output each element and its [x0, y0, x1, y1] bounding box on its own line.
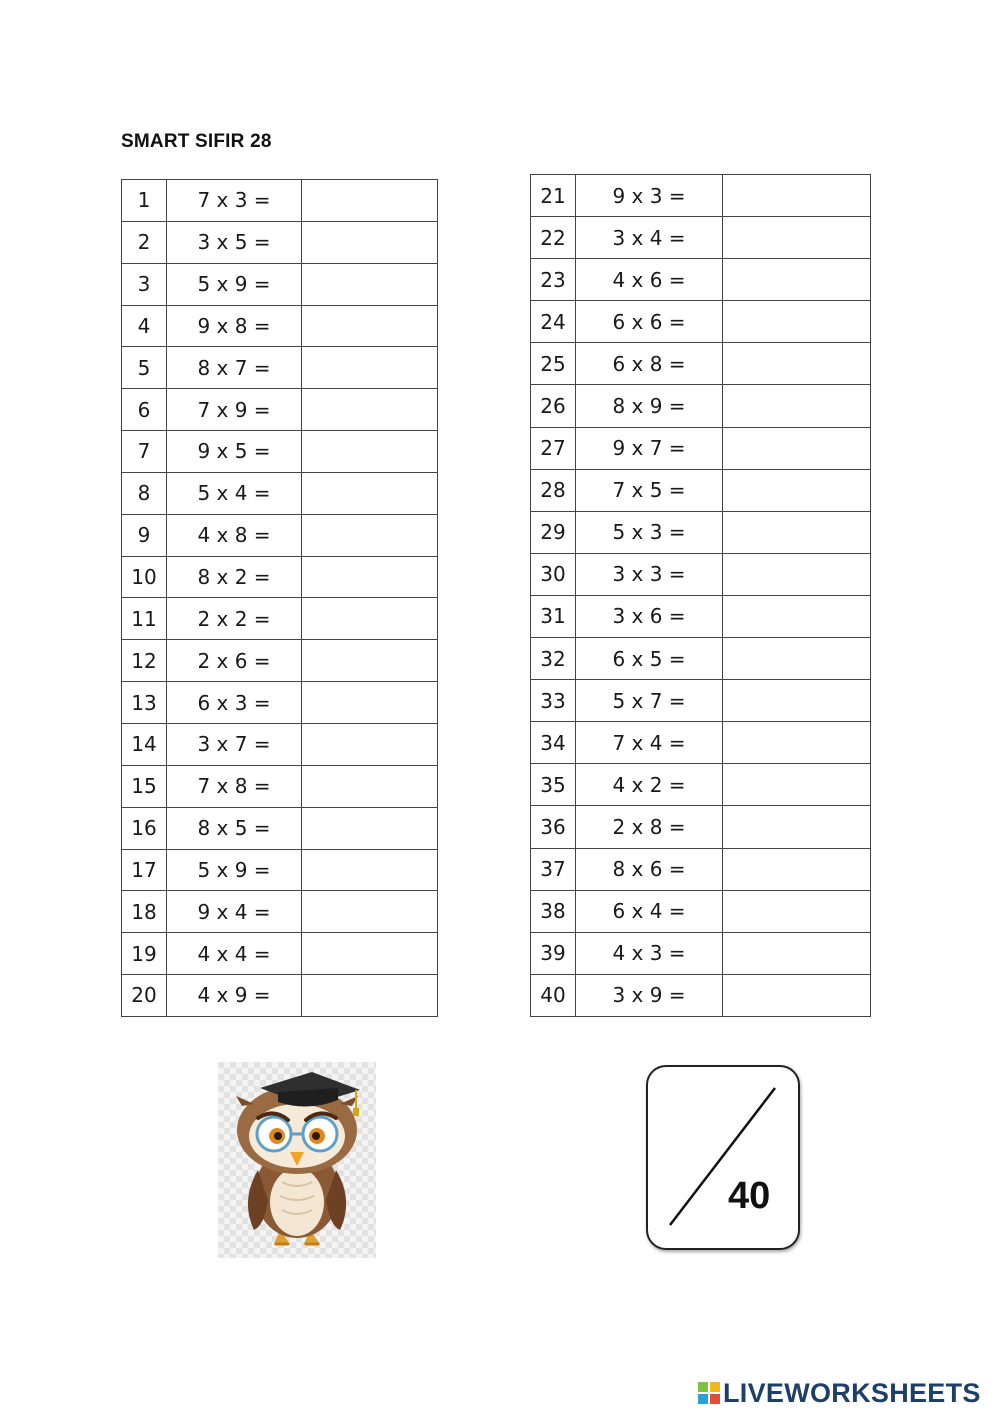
- multiplication-expression: 7 x 5 =: [576, 469, 723, 511]
- answer-field[interactable]: [723, 175, 871, 217]
- question-row: [531, 511, 871, 553]
- multiplication-expression: 5 x 4 =: [167, 472, 302, 514]
- answer-field[interactable]: [302, 723, 438, 765]
- question-row: [122, 180, 438, 222]
- multiplication-expression: 8 x 2 =: [167, 556, 302, 598]
- multiplication-expression: 8 x 7 =: [167, 347, 302, 389]
- multiplication-expression: 9 x 8 =: [167, 305, 302, 347]
- score-total: 40: [728, 1175, 771, 1217]
- multiplication-expression: 2 x 8 =: [576, 806, 723, 848]
- multiplication-expression: 6 x 5 =: [576, 638, 723, 680]
- multiplication-expression: 9 x 3 =: [576, 175, 723, 217]
- multiplication-expression: 5 x 9 =: [167, 263, 302, 305]
- question-row: [122, 263, 438, 305]
- question-row: [122, 598, 438, 640]
- answer-field[interactable]: [302, 765, 438, 807]
- question-row: [531, 638, 871, 680]
- answer-field[interactable]: [302, 891, 438, 933]
- multiplication-expression: 2 x 6 =: [167, 640, 302, 682]
- question-number: 9: [122, 514, 167, 556]
- question-table-right: [530, 174, 871, 1017]
- question-row: [531, 722, 871, 764]
- question-row: [531, 974, 871, 1016]
- multiplication-expression: 4 x 2 =: [576, 764, 723, 806]
- question-number: 4: [122, 305, 167, 347]
- question-row: [531, 343, 871, 385]
- multiplication-expression: 3 x 4 =: [576, 217, 723, 259]
- question-row: [122, 431, 438, 473]
- question-row: [122, 556, 438, 598]
- owl-graduate-image: [218, 1062, 376, 1258]
- question-number: 2: [122, 221, 167, 263]
- answer-field[interactable]: [302, 221, 438, 263]
- answer-field[interactable]: [723, 974, 871, 1016]
- question-row: [122, 305, 438, 347]
- question-number: 18: [122, 891, 167, 933]
- question-number: 27: [531, 427, 576, 469]
- answer-field[interactable]: [302, 849, 438, 891]
- question-number: 38: [531, 890, 576, 932]
- answer-field[interactable]: [723, 427, 871, 469]
- multiplication-expression: 6 x 6 =: [576, 301, 723, 343]
- answer-field[interactable]: [723, 595, 871, 637]
- question-number: 11: [122, 598, 167, 640]
- question-row: [122, 640, 438, 682]
- question-row: [122, 765, 438, 807]
- answer-field[interactable]: [723, 848, 871, 890]
- question-row: [531, 469, 871, 511]
- question-number: 28: [531, 469, 576, 511]
- multiplication-expression: 3 x 7 =: [167, 723, 302, 765]
- answer-field[interactable]: [302, 975, 438, 1017]
- answer-field[interactable]: [723, 722, 871, 764]
- question-row: [122, 975, 438, 1017]
- answer-field[interactable]: [302, 472, 438, 514]
- answer-field[interactable]: [723, 764, 871, 806]
- question-number: 6: [122, 389, 167, 431]
- multiplication-expression: 3 x 6 =: [576, 595, 723, 637]
- answer-field[interactable]: [302, 431, 438, 473]
- question-number: 5: [122, 347, 167, 389]
- multiplication-expression: 2 x 2 =: [167, 598, 302, 640]
- multiplication-expression: 5 x 7 =: [576, 680, 723, 722]
- score-box: [646, 1065, 800, 1250]
- answer-field[interactable]: [302, 180, 438, 222]
- question-row: [531, 385, 871, 427]
- question-row: [531, 764, 871, 806]
- question-table-left: [121, 179, 438, 1017]
- multiplication-expression: 7 x 8 =: [167, 765, 302, 807]
- question-row: [531, 217, 871, 259]
- question-number: 34: [531, 722, 576, 764]
- multiplication-expression: 7 x 3 =: [167, 180, 302, 222]
- score-slash: [648, 1067, 798, 1248]
- multiplication-expression: 5 x 9 =: [167, 849, 302, 891]
- answer-field[interactable]: [302, 389, 438, 431]
- question-number: 29: [531, 511, 576, 553]
- answer-field[interactable]: [723, 469, 871, 511]
- question-row: [531, 806, 871, 848]
- question-row: [122, 389, 438, 431]
- question-number: 7: [122, 431, 167, 473]
- question-number: 20: [122, 975, 167, 1017]
- question-number: 17: [122, 849, 167, 891]
- question-number: 15: [122, 765, 167, 807]
- question-number: 30: [531, 553, 576, 595]
- owl-icon: [218, 1062, 376, 1258]
- question-number: 25: [531, 343, 576, 385]
- worksheet-title: SMART SIFIR 28: [121, 131, 272, 152]
- question-number: 31: [531, 595, 576, 637]
- multiplication-expression: 4 x 6 =: [576, 259, 723, 301]
- question-number: 12: [122, 640, 167, 682]
- question-row: [122, 849, 438, 891]
- question-row: [122, 807, 438, 849]
- question-row: [122, 514, 438, 556]
- question-number: 1: [122, 180, 167, 222]
- question-number: 32: [531, 638, 576, 680]
- answer-field[interactable]: [302, 598, 438, 640]
- multiplication-expression: 8 x 5 =: [167, 807, 302, 849]
- question-number: 22: [531, 217, 576, 259]
- multiplication-expression: 9 x 7 =: [576, 427, 723, 469]
- answer-field[interactable]: [302, 263, 438, 305]
- question-row: [531, 175, 871, 217]
- answer-field[interactable]: [723, 343, 871, 385]
- question-number: 13: [122, 682, 167, 724]
- question-row: [531, 595, 871, 637]
- question-row: [122, 221, 438, 263]
- question-number: 14: [122, 723, 167, 765]
- answer-field[interactable]: [723, 511, 871, 553]
- question-row: [122, 723, 438, 765]
- question-row: [531, 848, 871, 890]
- multiplication-expression: 6 x 3 =: [167, 682, 302, 724]
- question-number: 35: [531, 764, 576, 806]
- answer-field[interactable]: [302, 556, 438, 598]
- question-row: [122, 472, 438, 514]
- answer-field[interactable]: [723, 301, 871, 343]
- question-number: 8: [122, 472, 167, 514]
- question-row: [122, 891, 438, 933]
- question-row: [122, 933, 438, 975]
- question-row: [122, 682, 438, 724]
- question-row: [531, 553, 871, 595]
- multiplication-expression: 7 x 4 =: [576, 722, 723, 764]
- answer-field[interactable]: [302, 305, 438, 347]
- question-number: 21: [531, 175, 576, 217]
- answer-field[interactable]: [302, 682, 438, 724]
- multiplication-expression: 4 x 3 =: [576, 932, 723, 974]
- multiplication-expression: 9 x 5 =: [167, 431, 302, 473]
- question-row: [531, 259, 871, 301]
- question-row: [531, 301, 871, 343]
- question-number: 10: [122, 556, 167, 598]
- answer-field[interactable]: [723, 259, 871, 301]
- question-number: 26: [531, 385, 576, 427]
- question-number: 36: [531, 806, 576, 848]
- question-number: 24: [531, 301, 576, 343]
- question-number: 37: [531, 848, 576, 890]
- answer-field[interactable]: [723, 932, 871, 974]
- question-number: 16: [122, 807, 167, 849]
- question-number: 33: [531, 680, 576, 722]
- answer-field[interactable]: [302, 514, 438, 556]
- multiplication-expression: 8 x 6 =: [576, 848, 723, 890]
- multiplication-expression: 6 x 8 =: [576, 343, 723, 385]
- question-row: [531, 680, 871, 722]
- question-row: [531, 890, 871, 932]
- multiplication-expression: 6 x 4 =: [576, 890, 723, 932]
- question-row: [531, 427, 871, 469]
- answer-field[interactable]: [302, 807, 438, 849]
- question-number: 19: [122, 933, 167, 975]
- multiplication-expression: 3 x 5 =: [167, 221, 302, 263]
- answer-field[interactable]: [723, 217, 871, 259]
- multiplication-expression: 9 x 4 =: [167, 891, 302, 933]
- answer-field[interactable]: [723, 806, 871, 848]
- answer-field[interactable]: [723, 385, 871, 427]
- multiplication-expression: 4 x 4 =: [167, 933, 302, 975]
- answer-field[interactable]: [723, 638, 871, 680]
- multiplication-expression: 5 x 3 =: [576, 511, 723, 553]
- answer-field[interactable]: [302, 347, 438, 389]
- question-number: 40: [531, 974, 576, 1016]
- question-number: 23: [531, 259, 576, 301]
- question-number: 39: [531, 932, 576, 974]
- question-row: [122, 347, 438, 389]
- answer-field[interactable]: [723, 553, 871, 595]
- multiplication-expression: 3 x 3 =: [576, 553, 723, 595]
- answer-field[interactable]: [723, 890, 871, 932]
- question-row: [531, 932, 871, 974]
- multiplication-expression: 4 x 8 =: [167, 514, 302, 556]
- liveworksheets-logo-icon: [697, 1381, 721, 1405]
- brand-text: LIVEWORKSHEETS: [723, 1377, 981, 1408]
- multiplication-expression: 8 x 9 =: [576, 385, 723, 427]
- multiplication-expression: 3 x 9 =: [576, 974, 723, 1016]
- answer-field[interactable]: [723, 680, 871, 722]
- question-number: 3: [122, 263, 167, 305]
- multiplication-expression: 4 x 9 =: [167, 975, 302, 1017]
- brand-watermark: [697, 1376, 981, 1410]
- multiplication-expression: 7 x 9 =: [167, 389, 302, 431]
- answer-field[interactable]: [302, 933, 438, 975]
- answer-field[interactable]: [302, 640, 438, 682]
